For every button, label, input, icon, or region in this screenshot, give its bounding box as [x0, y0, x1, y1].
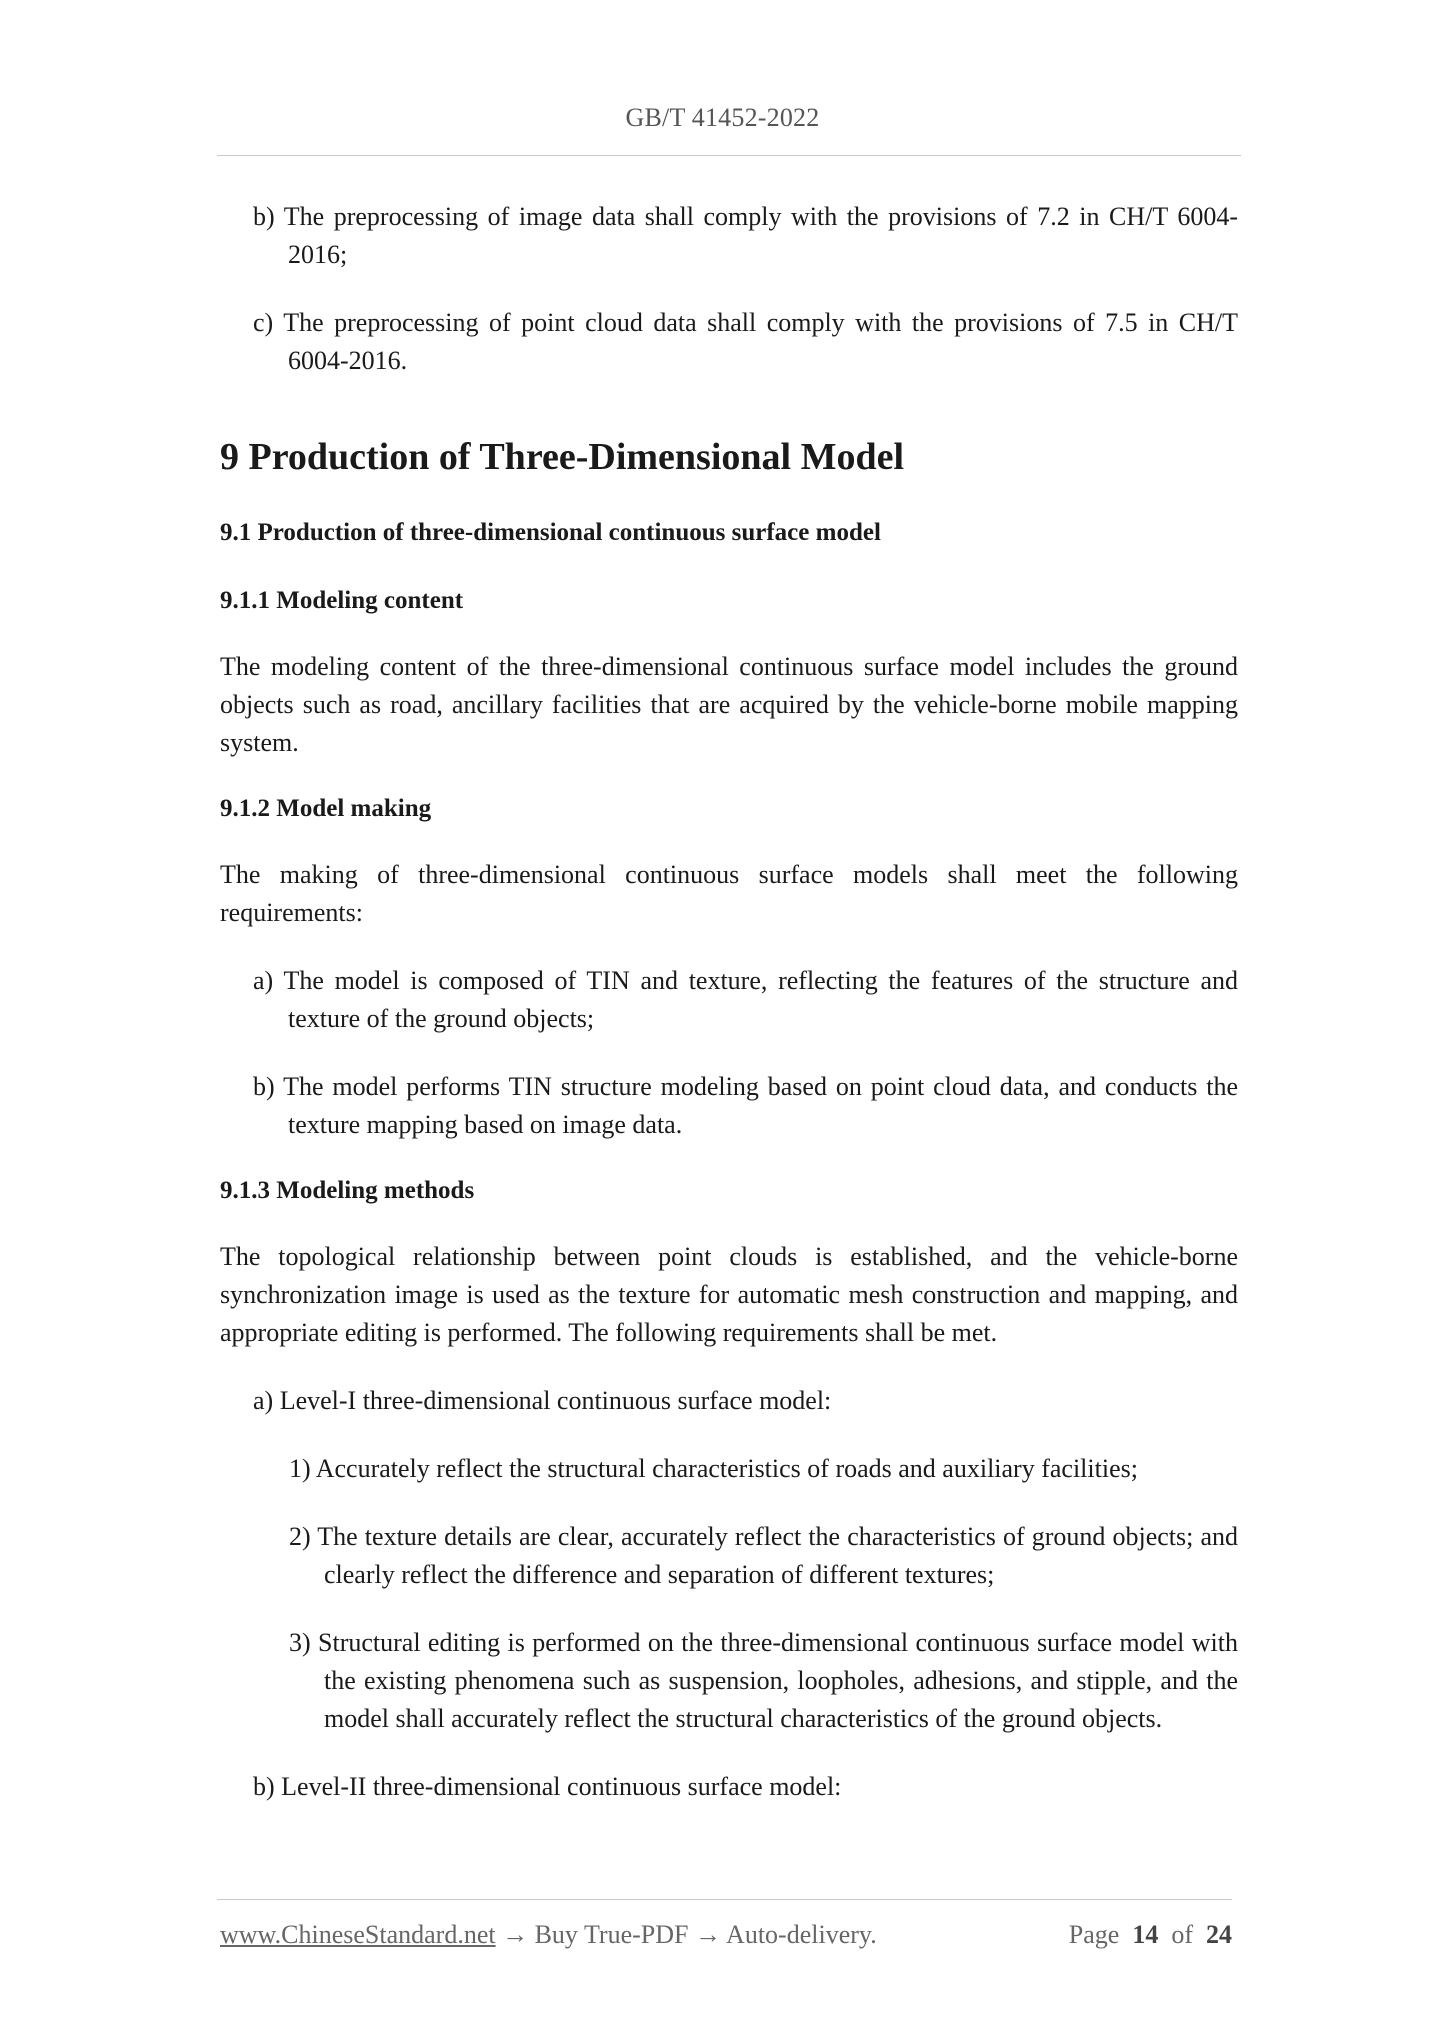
total-pages: 24	[1206, 1920, 1232, 1949]
footer-promo-text: → Buy True-PDF → Auto-delivery.	[495, 1920, 877, 1949]
list-item-c-point-cloud-preprocessing: c) The preprocessing of point cloud data shall comply with the provisions of 7.5 in CH/T 6004-2016.	[253, 308, 1238, 375]
list-item-b-tin-modeling: b) The model performs TIN structure modeling based on point cloud data, and conducts the texture mapping based on image data.	[253, 1072, 1238, 1139]
chapter-9-heading: 9 Production of Three-Dimensional Model	[220, 436, 904, 478]
section-9-1-3-paragraph: The topological relationship between point clouds is established, and the vehicle-borne synchronization image is used as the texture for automatic mesh construction and mapping, and appropriate editing is performed. The following requirements shall be met.	[220, 1242, 1238, 1347]
list-item-a-level-i: a) Level-I three-dimensional continuous surface model:	[253, 1386, 832, 1415]
footer-divider	[217, 1899, 1232, 1900]
current-page: 14	[1132, 1920, 1159, 1949]
section-9-1-1-heading: 9.1.1 Modeling content	[220, 587, 464, 614]
list-item-b-image-preprocessing: b) The preprocessing of image data shall comply with the provisions of 7.2 in CH/T 6004-2016;	[253, 202, 1238, 269]
section-9-1-2-paragraph: The making of three-dimensional continuous surface models shall meet the following requirements:	[220, 860, 1238, 927]
document-body	[220, 198, 1238, 1806]
chinesestandard-link[interactable]: www.ChineseStandard.net	[220, 1920, 496, 1949]
header-standard-code: GB/T 41452-2022	[625, 103, 820, 132]
list-item-a-model-composition: a) The model is composed of TIN and texture, reflecting the features of the structure and texture of the ground objects;	[253, 966, 1238, 1033]
sub-item-2-texture-details: 2) The texture details are clear, accurately reflect the characteristics of ground objects; and clearly reflect the difference and separation of different textures;	[289, 1522, 1238, 1589]
list-item-b-level-ii: b) Level-II three-dimensional continuous surface model:	[253, 1772, 842, 1801]
sub-item-1-structural-characteristics: 1) Accurately reflect the structural characteristics of roads and auxiliary facilities;	[289, 1454, 1138, 1483]
section-9-1-3-heading: 9.1.3 Modeling methods	[220, 1177, 475, 1204]
section-9-1-2-heading: 9.1.2 Model making	[220, 795, 432, 822]
sub-item-3-structural-editing: 3) Structural editing is performed on the three-dimensional continuous surface model with the existing phenomena such as suspension, loopholes, adhesions, and stipple, and the model shall accurately reflect the structural characteristics of the ground objects.	[289, 1628, 1238, 1733]
page-number: Page 14 of 24	[1068, 1920, 1232, 1949]
page-footer	[220, 1920, 1232, 1950]
section-9-1-1-paragraph: The modeling content of the three-dimensional continuous surface model includes the ground objects such as road, ancillary facilities that are acquired by the vehicle-borne mobile mapping system.	[220, 652, 1238, 757]
header-divider	[217, 155, 1241, 156]
section-9-1-heading: 9.1 Production of three-dimensional continuous surface model	[220, 519, 881, 546]
footer-promo	[220, 1920, 877, 1950]
